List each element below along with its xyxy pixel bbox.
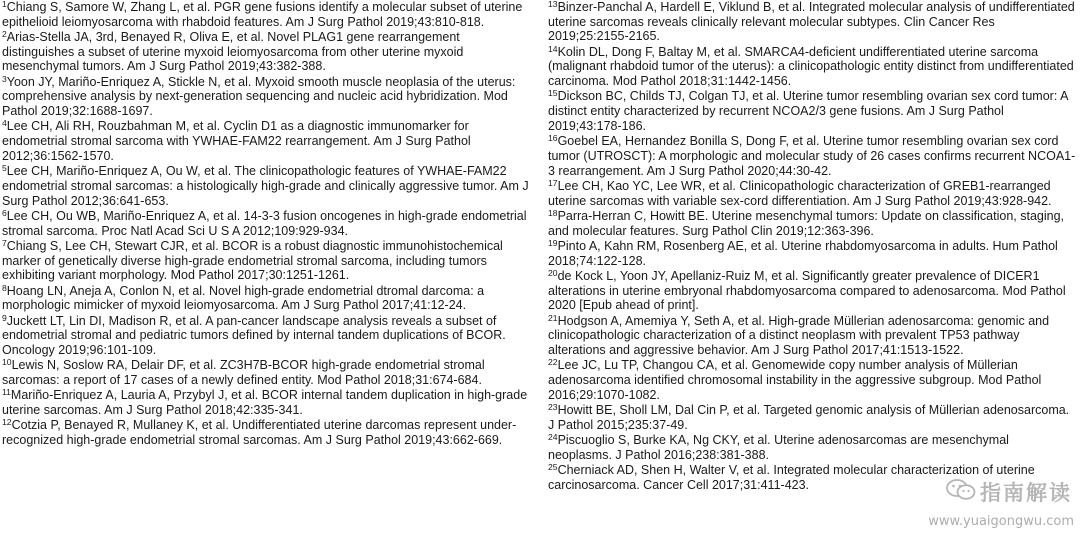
reference-text: Chiang S, Lee CH, Stewart CJR, et al. BCOR is a robust diagnostic immunohistochemical marker of genetically diverse high-grade endometrial stromal sarcoma, including tumors exhibiting variant morphology. Mod Pathol 2017;30:1251-1261. bbox=[2, 238, 503, 283]
reference-item bbox=[548, 358, 1076, 402]
reference-text: Lee CH, Ou WB, Mariño-Enriquez A, et al. 14-3-3 fusion oncogenes in high-grade endometrial stromal sarcoma. Proc Natl Acad Sci U S A 2012;109:929-934. bbox=[2, 208, 527, 238]
reference-number: 17 bbox=[548, 177, 558, 188]
reference-text: de Kock L, Yoon JY, Apellaniz-Ruiz M, et al. Significantly greater prevalence of DICER1 alterations in uterine embryonal rhabdomyosarcoma compared to adenosarcoma. Mod Pathol 2020 [Epub ahead of print]. bbox=[548, 268, 1066, 313]
reference-text: Cherniack AD, Shen H, Walter V, et al. Integrated molecular characterization of uterine carcinosarcoma. Cancer Cell 2017;31:411-423. bbox=[548, 462, 1035, 492]
reference-item bbox=[2, 209, 534, 238]
reference-number: 10 bbox=[2, 357, 12, 368]
reference-item bbox=[548, 0, 1076, 44]
reference-item bbox=[2, 75, 534, 119]
reference-text: Binzer-Panchal A, Hardell E, Viklund B, et al. Integrated molecular analysis of undifferentiated uterine sarcomas reveals clinically relevant molecular subtypes. Clin Cancer Res 2019;25:2155-2165. bbox=[548, 0, 1075, 44]
reference-list-right bbox=[548, 0, 1076, 493]
reference-item bbox=[548, 134, 1076, 178]
reference-item bbox=[2, 388, 534, 417]
reference-item bbox=[548, 179, 1076, 208]
watermark-text: 指南解读 bbox=[980, 481, 1072, 505]
reference-item bbox=[2, 314, 534, 358]
reference-item bbox=[548, 314, 1076, 358]
reference-number: 25 bbox=[548, 461, 558, 472]
reference-item bbox=[548, 89, 1076, 133]
reference-number: 18 bbox=[548, 207, 558, 218]
reference-number: 11 bbox=[2, 387, 11, 398]
reference-text: Goebel EA, Hernandez Bonilla S, Dong F, et al. Uterine tumor resembling ovarian sex cord tumor (UTROSCT): A morphologic and molecular study of 26 cases confirms recurrent NCOA1-3 rearrangement. Am J Surg Pathol 2020;44:30-42. bbox=[548, 134, 1076, 178]
reference-text: Lewis N, Soslow RA, Delair DF, et al. ZC3H7B-BCOR high-grade endometrial stromal sarcomas: a report of 17 cases of a newly defined entity. Mod Pathol 2018;31:674-684. bbox=[2, 358, 485, 387]
reference-text: Yoon JY, Mariño-Enriquez A, Stickle N, et al. Myxoid smooth muscle neoplasia of the uterus: comprehensive analysis by next-generation sequencing and nucleic acid hybridization. Mod Pathol 2019;32:1688-1697. bbox=[2, 74, 516, 119]
reference-text: Hodgson A, Amemiya Y, Seth A, et al. High-grade Müllerian adenosarcoma: genomic and clinicopathologic characterization of a distinct neoplasm with prevalent TP53 pathway alterations and aggressive behavior. Am J Surg Pathol 2017;41:1513-1522. bbox=[548, 313, 1050, 357]
reference-number: 20 bbox=[548, 267, 558, 278]
reference-text: Lee CH, Ali RH, Rouzbahman M, et al. Cyclin D1 as a diagnostic immunomarker for endometrial stromal sarcoma with YWHAE-FAM22 rearrangement. Am J Surg Pathol 2012;36:1562-1570. bbox=[2, 119, 471, 163]
reference-item bbox=[548, 433, 1076, 462]
reference-item bbox=[2, 418, 534, 447]
reference-item bbox=[2, 119, 534, 163]
watermark bbox=[946, 477, 1072, 507]
reference-number: 8 bbox=[2, 282, 7, 293]
reference-number: 15 bbox=[548, 88, 558, 99]
reference-number: 21 bbox=[548, 312, 558, 323]
reference-item bbox=[548, 239, 1076, 268]
reference-item bbox=[2, 30, 534, 74]
reference-text: Arias-Stella JA, 3rd, Benayed R, Oliva E, et al. Novel PLAG1 gene rearrangement distinguishes a subset of uterine myxoid leiomyosarcoma from other uterine myxoid mesenchymal tumors. Am J Surg Pathol 2019;43:382-388. bbox=[2, 30, 464, 74]
wechat-icon bbox=[946, 478, 976, 507]
reference-number: 24 bbox=[548, 431, 558, 442]
reference-item bbox=[548, 269, 1076, 313]
reference-item bbox=[2, 239, 534, 283]
reference-item bbox=[548, 45, 1076, 89]
reference-item bbox=[2, 358, 534, 387]
reference-number: 7 bbox=[2, 237, 7, 248]
reference-text: Juckett LT, Lin DI, Madison R, et al. A pan-cancer landscape analysis reveals a subset of endometrial stromal and pediatric tumors defined by internal tandem duplications of BCOR. Oncology 2019;96:101-109. bbox=[2, 313, 506, 357]
reference-number: 1 bbox=[2, 0, 7, 9]
reference-text: Pinto A, Kahn RM, Rosenberg AE, et al. Uterine rhabdomyosarcoma in adults. Hum Pathol 2018;74:122-128. bbox=[548, 238, 1058, 268]
reference-number: 6 bbox=[2, 207, 7, 218]
reference-item bbox=[548, 403, 1076, 432]
reference-text: Lee JC, Lu TP, Changou CA, et al. Genomewide copy number analysis of Müllerian adenosarcoma identified chromosomal instability in the aggressive subgroup. Mod Pathol 2016;29:1070-1082. bbox=[548, 358, 1042, 402]
reference-item bbox=[2, 0, 534, 29]
reference-number: 4 bbox=[2, 118, 7, 129]
reference-text: Hoang LN, Aneja A, Conlon N, et al. Novel high-grade endometrial dtromal darcoma: a morphologic mimicker of myxoid leiomyosarcoma. Am J Surg Pathol 2017;41:12-24. bbox=[2, 283, 485, 313]
reference-list-left bbox=[2, 0, 534, 448]
watermark-url: www.yuaigongwu.com bbox=[928, 514, 1074, 529]
reference-number: 23 bbox=[548, 401, 558, 412]
reference-text: Howitt BE, Sholl LM, Dal Cin P, et al. Targeted genomic analysis of Müllerian adenosarcoma. J Pathol 2015;235:37-49. bbox=[548, 402, 1070, 432]
reference-item bbox=[2, 164, 534, 208]
reference-number: 19 bbox=[548, 237, 558, 248]
reference-number: 16 bbox=[548, 133, 558, 144]
reference-item bbox=[548, 209, 1076, 238]
reference-number: 3 bbox=[2, 73, 7, 84]
reference-text: Parra-Herran C, Howitt BE. Uterine mesenchymal tumors: Update on classification, staging, and molecular features. Surg Pathol Clin 2019;12:363-396. bbox=[548, 208, 1065, 238]
reference-text: Chiang S, Samore W, Zhang L, et al. PGR gene fusions identify a molecular subset of uterine epithelioid leiomyosarcoma with rhabdoid features. Am J Surg Pathol 2019;43:810-818. bbox=[2, 0, 523, 29]
reference-text: Piscuoglio S, Burke KA, Ng CKY, et al. Uterine adenosarcomas are mesenchymal neoplasms. J Pathol 2016;238:381-388. bbox=[548, 432, 1009, 462]
reference-number: 13 bbox=[548, 0, 558, 9]
reference-number: 5 bbox=[2, 163, 7, 174]
reference-number: 2 bbox=[2, 29, 7, 39]
reference-number: 22 bbox=[548, 357, 558, 368]
reference-item bbox=[2, 284, 534, 313]
reference-number: 12 bbox=[2, 417, 12, 428]
reference-text: Lee CH, Kao YC, Lee WR, et al. Clinicopathologic characterization of GREB1-rearranged uterine sarcomas with variable sex-cord differentiation. Am J Surg Pathol 2019;43:928-942. bbox=[548, 178, 1052, 208]
reference-text: Lee CH, Mariño-Enriquez A, Ou W, et al. The clinicopathologic features of YWHAE-FAM22 endometrial stromal sarcomas: a histologically high-grade and clinically aggressive tumor. Am J Surg Pathol 2012;36:641-653. bbox=[2, 164, 529, 208]
reference-text: Mariño-Enriquez A, Lauria A, Przybyl J, et al. BCOR internal tandem duplication in high-grade uterine sarcomas. Am J Surg Pathol 2018;42:335-341. bbox=[2, 388, 528, 417]
reference-text: Dickson BC, Childs TJ, Colgan TJ, et al. Uterine tumor resembling ovarian sex cord tumor: A distinct entity characterized by recurrent NCOA2/3 gene fusions. Am J Surg Pathol 2019;43:178-186. bbox=[548, 89, 1068, 133]
reference-number: 14 bbox=[548, 43, 558, 54]
reference-number: 9 bbox=[2, 312, 7, 323]
reference-text: Kolin DL, Dong F, Baltay M, et al. SMARCA4-deficient undifferentiated uterine sarcoma (malignant rhabdoid tumor of the uterus): a clinicopathologic entity distinct from undifferentiated carcinoma. Mod Pathol 2018;31:1442-1456. bbox=[548, 44, 1074, 89]
reference-text: Cotzia P, Benayed R, Mullaney K, et al. Undifferentiated uterine darcomas represent under-recognized high-grade endometrial stromal sarcomas. Am J Surg Pathol 2019;43:662-669. bbox=[2, 418, 517, 447]
